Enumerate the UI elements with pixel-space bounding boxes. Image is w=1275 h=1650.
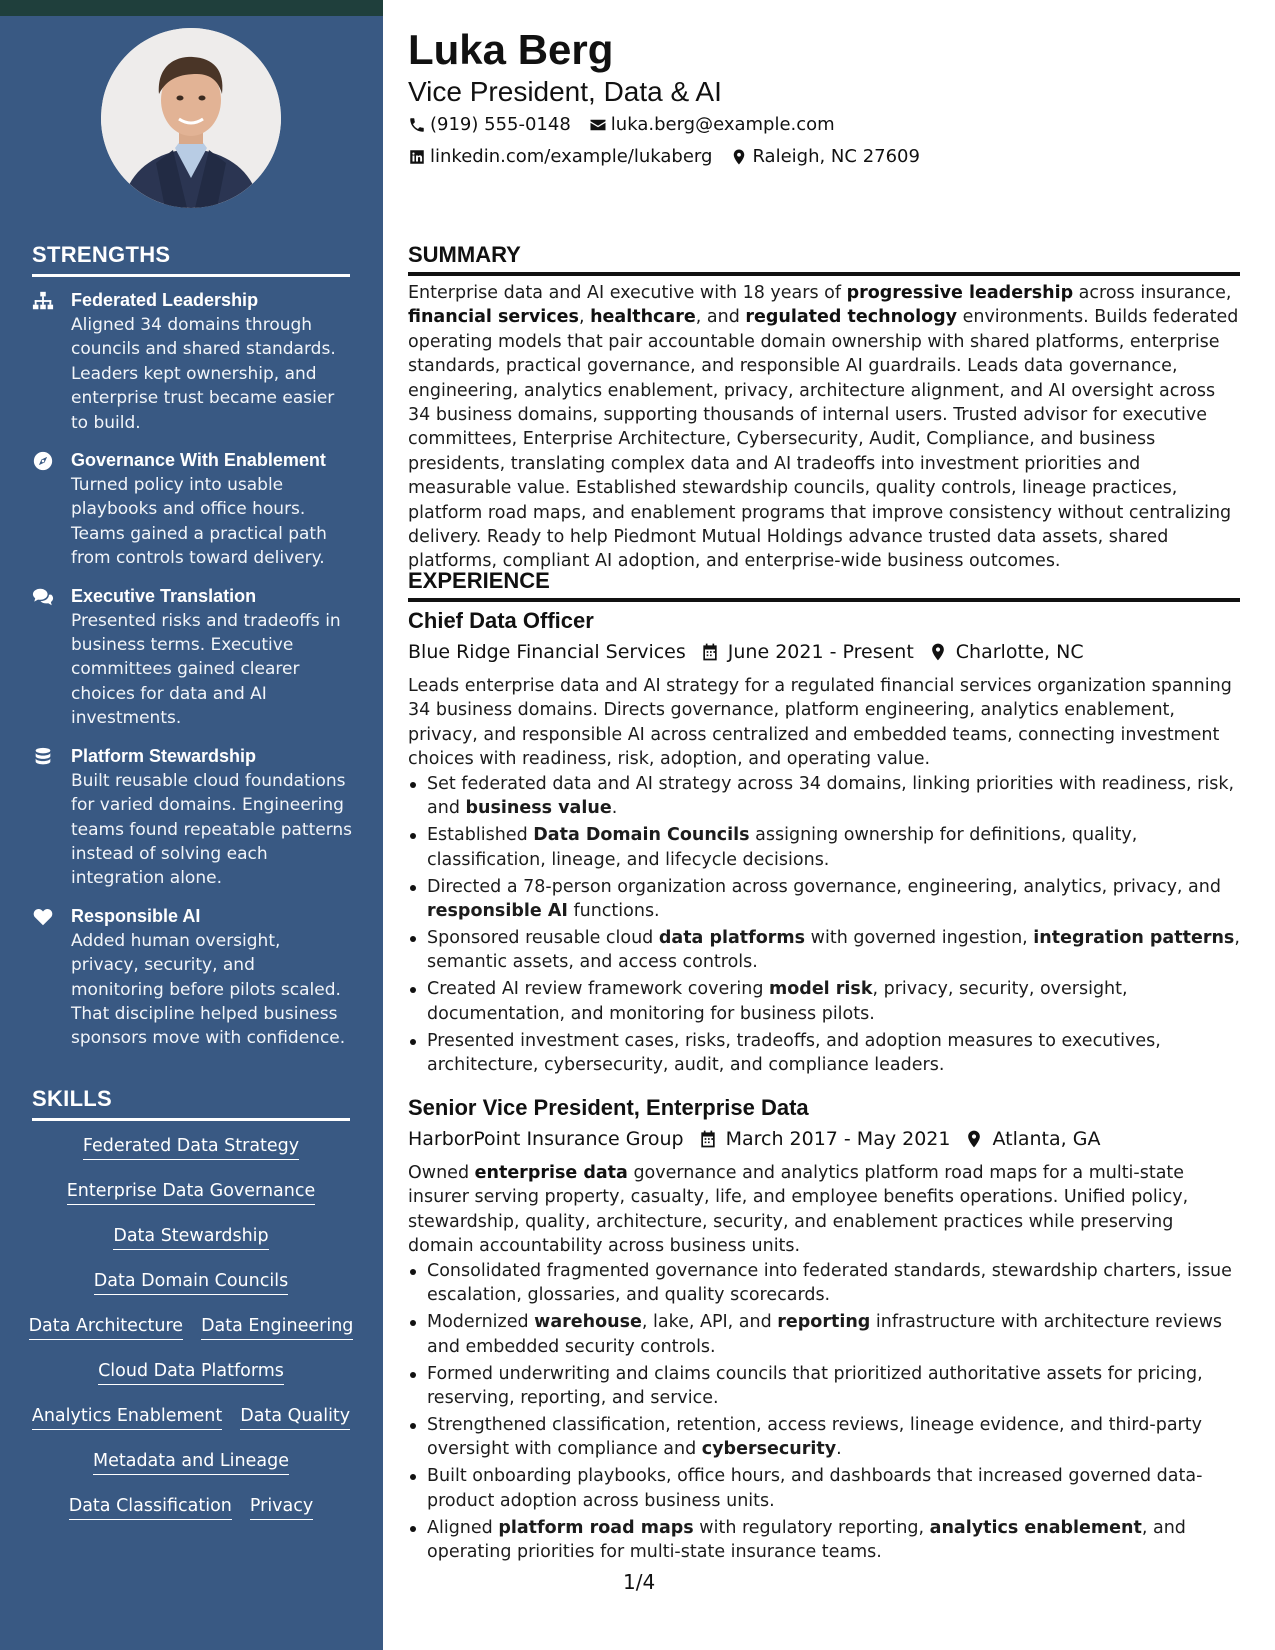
text-run: with governed ingestion,: [805, 927, 1034, 948]
candidate-role: Vice President, Data & AI: [408, 76, 722, 107]
email-text: luka.berg@example.com: [610, 114, 835, 135]
skill-tag: Data Classification: [69, 1494, 232, 1520]
skill-row: [32, 1179, 350, 1224]
text-run: with regulatory reporting,: [693, 1517, 930, 1538]
text-run: environments. Builds federated operating models that pair accountable domain ownership with shared platforms, enterprise standards, practical governance, and responsible AI guardrails. Leads data governance, engineering, analytics enablement, privacy, architecture alignment, and AI oversight across 34 business domains, supporting thousands of internal users. Trusted advisor for executive committees, Enterprise Architecture, Cybersecurity, Audit, Compliance, and business presidents, translating complex data and AI tradeoffs into investment priorities and measurable value. Established stewardship councils, quality controls, lineage practices, platform road maps, and enablement programs that improve consistency without centralizing delivery. Ready to help Piedmont Mutual Holdings advance trusted data assets, shared platforms, compliant AI adoption, and enterprise-wide business outcomes.: [408, 307, 1239, 572]
text-run: Presented investment cases, risks, tradeoffs, and adoption measures to executives, architecture, cybersecurity, audit, and compliance leaders.: [427, 1030, 1161, 1075]
strengths-list: [32, 288, 352, 1064]
text-run: , and: [695, 307, 746, 328]
job-dates: June 2021 - Present: [727, 641, 914, 663]
text-run: functions.: [567, 901, 660, 922]
skill-tag: Cloud Data Platforms: [98, 1359, 284, 1385]
contact-linkedin[interactable]: [408, 144, 712, 170]
job-dates: March 2017 - May 2021: [725, 1128, 951, 1150]
skill-row: [32, 1134, 350, 1179]
skill-tag: Analytics Enablement: [32, 1404, 222, 1430]
strengths-title: STRENGTHS: [32, 242, 350, 277]
strength-description: Turned policy into usable playbooks and office hours. Teams gained a practical path from controls toward delivery.: [71, 475, 327, 569]
phone-text: (919) 555-0148: [430, 114, 571, 135]
strength-name: Federated Leadership: [71, 290, 259, 310]
strength-name: Responsible AI: [71, 905, 201, 926]
text-run: .: [836, 1439, 842, 1460]
job-title: Chief Data Officer: [408, 608, 594, 633]
bold-text: Data Domain Councils: [533, 825, 750, 846]
strength-item: [32, 584, 352, 731]
summary-title: SUMMARY: [408, 241, 1240, 276]
skill-row: [32, 1404, 350, 1449]
text-run: , semantic assets, and access controls.: [427, 927, 1240, 973]
text-run: Established: [427, 825, 534, 846]
bold-text: healthcare: [590, 307, 696, 328]
skills-title: SKILLS: [32, 1086, 350, 1121]
text-run: across insurance,: [1073, 283, 1232, 303]
heart-icon: [32, 904, 71, 1051]
strength-description: Aligned 34 domains through councils and shared standards. Leaders kept ownership, and enterprise trust became easier to build.: [71, 315, 336, 433]
text-run: Leads enterprise data and AI strategy for a regulated financial services organization spanning 34 business domains. Directs governance, platform engineering, analytics enablement, privacy, and responsible AI across centralized and embedded teams, connecting investment choices with readiness, risk, adoption, and operating value.: [408, 676, 1232, 770]
comments-icon: [32, 584, 71, 731]
skill-row: [32, 1449, 350, 1494]
skill-tag: Federated Data Strategy: [83, 1134, 299, 1160]
text-run: Enterprise data and AI executive with 18 years of: [408, 283, 847, 303]
bullet-item: [408, 1259, 1240, 1308]
bullet-item: [408, 772, 1240, 821]
text-run: Directed a 78-person organization across governance, engineering, analytics, privacy, and: [427, 876, 1221, 897]
skill-row: [32, 1224, 350, 1269]
bold-text: business value: [465, 798, 612, 819]
bold-text: enterprise data: [474, 1163, 628, 1183]
contact-row: [408, 112, 835, 138]
bold-text: financial services: [408, 307, 579, 328]
text-run: Created AI review framework covering: [427, 979, 770, 1000]
text-run: Set federated data and AI strategy across 34 domains, linking priorities with readiness, risk, and: [427, 774, 1235, 819]
text-run: Owned: [408, 1163, 475, 1183]
map-pin-icon: [950, 1129, 992, 1149]
bold-text: integration patterns: [1033, 927, 1235, 948]
bold-text: cybersecurity: [701, 1439, 837, 1460]
strength-name: Executive Translation: [71, 585, 257, 606]
bullet-item: [408, 977, 1240, 1026]
text-run: Consolidated fragmented governance into federated standards, stewardship charters, issue escalation, glossaries, and quality scorecards.: [427, 1261, 1232, 1306]
strength-description: Presented risks and tradeoffs in business terms. Executive committees gained clearer choices for data and AI investments.: [71, 610, 341, 729]
linkedin-text: linkedin.com/example/lukaberg: [430, 146, 713, 167]
location-text: Raleigh, NC 27609: [752, 146, 920, 167]
text-run: governance and analytics platform road maps for a multi-state insurer serving property, casualty, life, and employee benefits operations. Unified policy, stewardship, quality, architecture, security, and enablement practices while preserving domain accountability across business units.: [408, 1163, 1189, 1257]
job-bullets: [408, 1259, 1240, 1567]
bullet-item: [408, 823, 1240, 872]
skill-tag: Privacy: [250, 1494, 313, 1520]
text-run: infrastructure with architecture reviews and embedded security controls.: [427, 1312, 1223, 1357]
map-pin-icon: [730, 148, 748, 166]
contact-location: [730, 144, 920, 170]
job-meta: [408, 1126, 1100, 1152]
linkedin-icon: [408, 148, 426, 166]
skill-tag: Metadata and Lineage: [93, 1449, 289, 1475]
text-run: , lake, API, and: [641, 1312, 778, 1333]
strength-description: Built reusable cloud foundations for varied domains. Engineering teams found repeatable patterns instead of solving each integration alone.: [71, 770, 353, 889]
skill-row: [32, 1359, 350, 1404]
skill-tag: Data Quality: [240, 1404, 350, 1430]
job-title: Senior Vice President, Enterprise Data: [408, 1095, 809, 1120]
job-description: [408, 1161, 1240, 1259]
bold-text: model risk: [769, 979, 873, 1000]
bold-text: warehouse: [534, 1312, 642, 1333]
skill-tag: Enterprise Data Governance: [67, 1179, 316, 1205]
bullet-item: [408, 1464, 1240, 1513]
skill-tag: Data Engineering: [201, 1314, 353, 1340]
calendar-icon: [686, 642, 728, 662]
bullet-item: [408, 875, 1240, 924]
sitemap-icon: [32, 288, 71, 435]
job-location: Charlotte, NC: [955, 641, 1084, 663]
calendar-icon: [684, 1129, 726, 1149]
summary-text: [408, 281, 1240, 574]
contact-phone[interactable]: [408, 112, 571, 138]
text-run: Formed underwriting and claims councils that prioritized authoritative assets for pricing, reserving, reporting, and service.: [427, 1363, 1203, 1409]
skill-tag: Data Domain Councils: [94, 1269, 288, 1295]
company-name: Blue Ridge Financial Services: [408, 641, 686, 663]
skill-tag: Data Stewardship: [113, 1224, 268, 1250]
strength-item: [32, 904, 352, 1051]
skill-tag: Data Architecture: [29, 1314, 183, 1340]
text-run: , and operating priorities for multi-state insurance teams.: [427, 1517, 1186, 1562]
text-run: Modernized: [427, 1312, 535, 1333]
bold-text: responsible AI: [427, 901, 568, 922]
candidate-name: Luka Berg: [408, 26, 614, 73]
company-name: HarborPoint Insurance Group: [408, 1128, 684, 1150]
sidebar: [0, 0, 383, 1650]
bold-text: analytics enablement: [929, 1517, 1142, 1538]
skills-list: [28, 1134, 354, 1539]
page-number: 1/4: [623, 1570, 656, 1594]
strength-item: [32, 288, 352, 435]
sidebar-top-bar: [0, 0, 383, 16]
bullet-item: [408, 1413, 1240, 1462]
bullet-item: [408, 1310, 1240, 1359]
bold-text: data platforms: [658, 927, 806, 948]
strength-description: Added human oversight, privacy, security, and monitoring before pilots scaled. That discipline helped business sponsors move with confidence.: [71, 930, 346, 1049]
map-pin-icon: [914, 642, 956, 662]
bullet-item: [408, 1362, 1240, 1411]
job-meta: [408, 639, 1084, 665]
skill-row: [28, 1314, 354, 1359]
strength-name: Governance With Enablement: [71, 450, 326, 471]
text-run: Sponsored reusable cloud: [427, 927, 659, 948]
bold-text: regulated technology: [745, 307, 958, 328]
bullet-item: [408, 1029, 1240, 1078]
contact-email[interactable]: [589, 112, 835, 138]
strength-item: [32, 744, 352, 891]
experience-title: EXPERIENCE: [408, 567, 1240, 602]
text-run: assigning ownership for definitions, quality, classification, lineage, and lifecycle decisions.: [427, 825, 1138, 870]
text-run: Strengthened classification, retention, access reviews, lineage evidence, and third-party oversight with compliance and: [427, 1414, 1202, 1460]
database-icon: [32, 744, 71, 891]
strength-item: [32, 448, 352, 571]
bold-text: progressive leadership: [846, 283, 1074, 303]
bullet-item: [408, 1516, 1240, 1565]
text-run: .: [611, 798, 618, 819]
skill-row: [32, 1269, 350, 1314]
portrait-illustration: [101, 28, 281, 208]
bold-text: platform road maps: [498, 1517, 694, 1538]
bullet-item: [408, 926, 1240, 975]
job-description: [408, 674, 1240, 772]
job-bullets: [408, 772, 1240, 1080]
job-location: Atlanta, GA: [992, 1128, 1101, 1150]
bold-text: reporting: [777, 1312, 871, 1333]
compass-icon: [32, 448, 71, 571]
text-run: Aligned: [427, 1517, 499, 1538]
text-run: , privacy, security, oversight, documentation, and monitoring for business pilots.: [427, 979, 1128, 1024]
skill-row: [32, 1494, 350, 1539]
contact-row: [408, 144, 920, 170]
strength-name: Platform Stewardship: [71, 745, 257, 766]
phone-icon: [408, 116, 426, 134]
envelope-icon: [589, 116, 607, 134]
text-run: Built onboarding playbooks, office hours, and dashboards that increased governed data-product adoption across business units.: [427, 1466, 1203, 1511]
profile-photo: [101, 28, 281, 208]
text-run: ,: [578, 307, 591, 328]
